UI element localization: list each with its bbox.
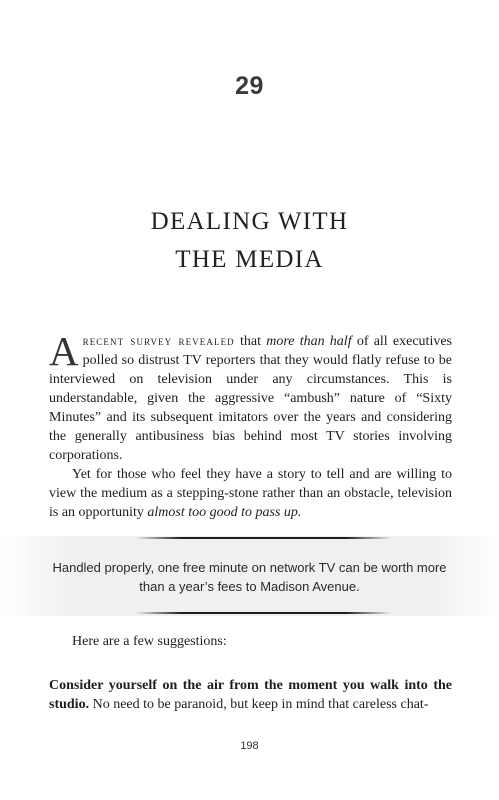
chapter-title xyxy=(0,203,499,279)
pull-quote-line-2: than a year’s fees to Madison Avenue. xyxy=(139,579,360,594)
chapter-title-line-1: DEALING WITH xyxy=(150,208,349,235)
second-paragraph-emphasis: almost too good to pass up. xyxy=(147,505,302,520)
pull-quote-text xyxy=(0,558,499,596)
second-paragraph-text: Yet for those who feel they have a story to tell and are willing to view the medium as a stepping-stone rather than an obstacle, television is an opportunity xyxy=(49,467,452,520)
page-number: 198 xyxy=(240,740,259,752)
pull-quote-line-1: Handled properly, one free minute on network TV can be worth more xyxy=(52,560,447,575)
pull-quote xyxy=(0,536,499,616)
intro-text-part-2: of all executives polled so distrust TV reporters that they would flatly refuse to be interviewed on television under any circumstances. This is understandable, given the aggressive “ambush” nature of “Sixty Minutes” and its subsequent imitators over the years and considering the generally antibusiness bias behind most TV stories involving corporations. xyxy=(49,334,452,463)
intro-text-part-1: that xyxy=(234,334,267,349)
drop-cap: A xyxy=(49,328,79,374)
chapter-title-line-2: THE MEDIA xyxy=(175,246,324,273)
first-suggestion-paragraph xyxy=(49,676,452,714)
pull-quote-bottom-rule xyxy=(135,612,392,614)
first-suggestion-heading: Consider yourself on the air from the moment you walk into the studio. xyxy=(49,678,452,712)
suggestions-intro-text: Here are a few suggestions: xyxy=(72,634,227,649)
intro-paragraph xyxy=(49,328,452,522)
lead-in-small-caps: recent survey revealed xyxy=(82,333,235,348)
first-suggestion-text: No need to be paranoid, but keep in mind that careless chat- xyxy=(89,697,429,712)
chapter-number: 29 xyxy=(235,72,264,100)
second-paragraph xyxy=(49,465,452,522)
suggestions-intro xyxy=(49,632,452,651)
pull-quote-top-rule xyxy=(135,537,392,539)
intro-emphasis: more than half xyxy=(266,334,352,349)
